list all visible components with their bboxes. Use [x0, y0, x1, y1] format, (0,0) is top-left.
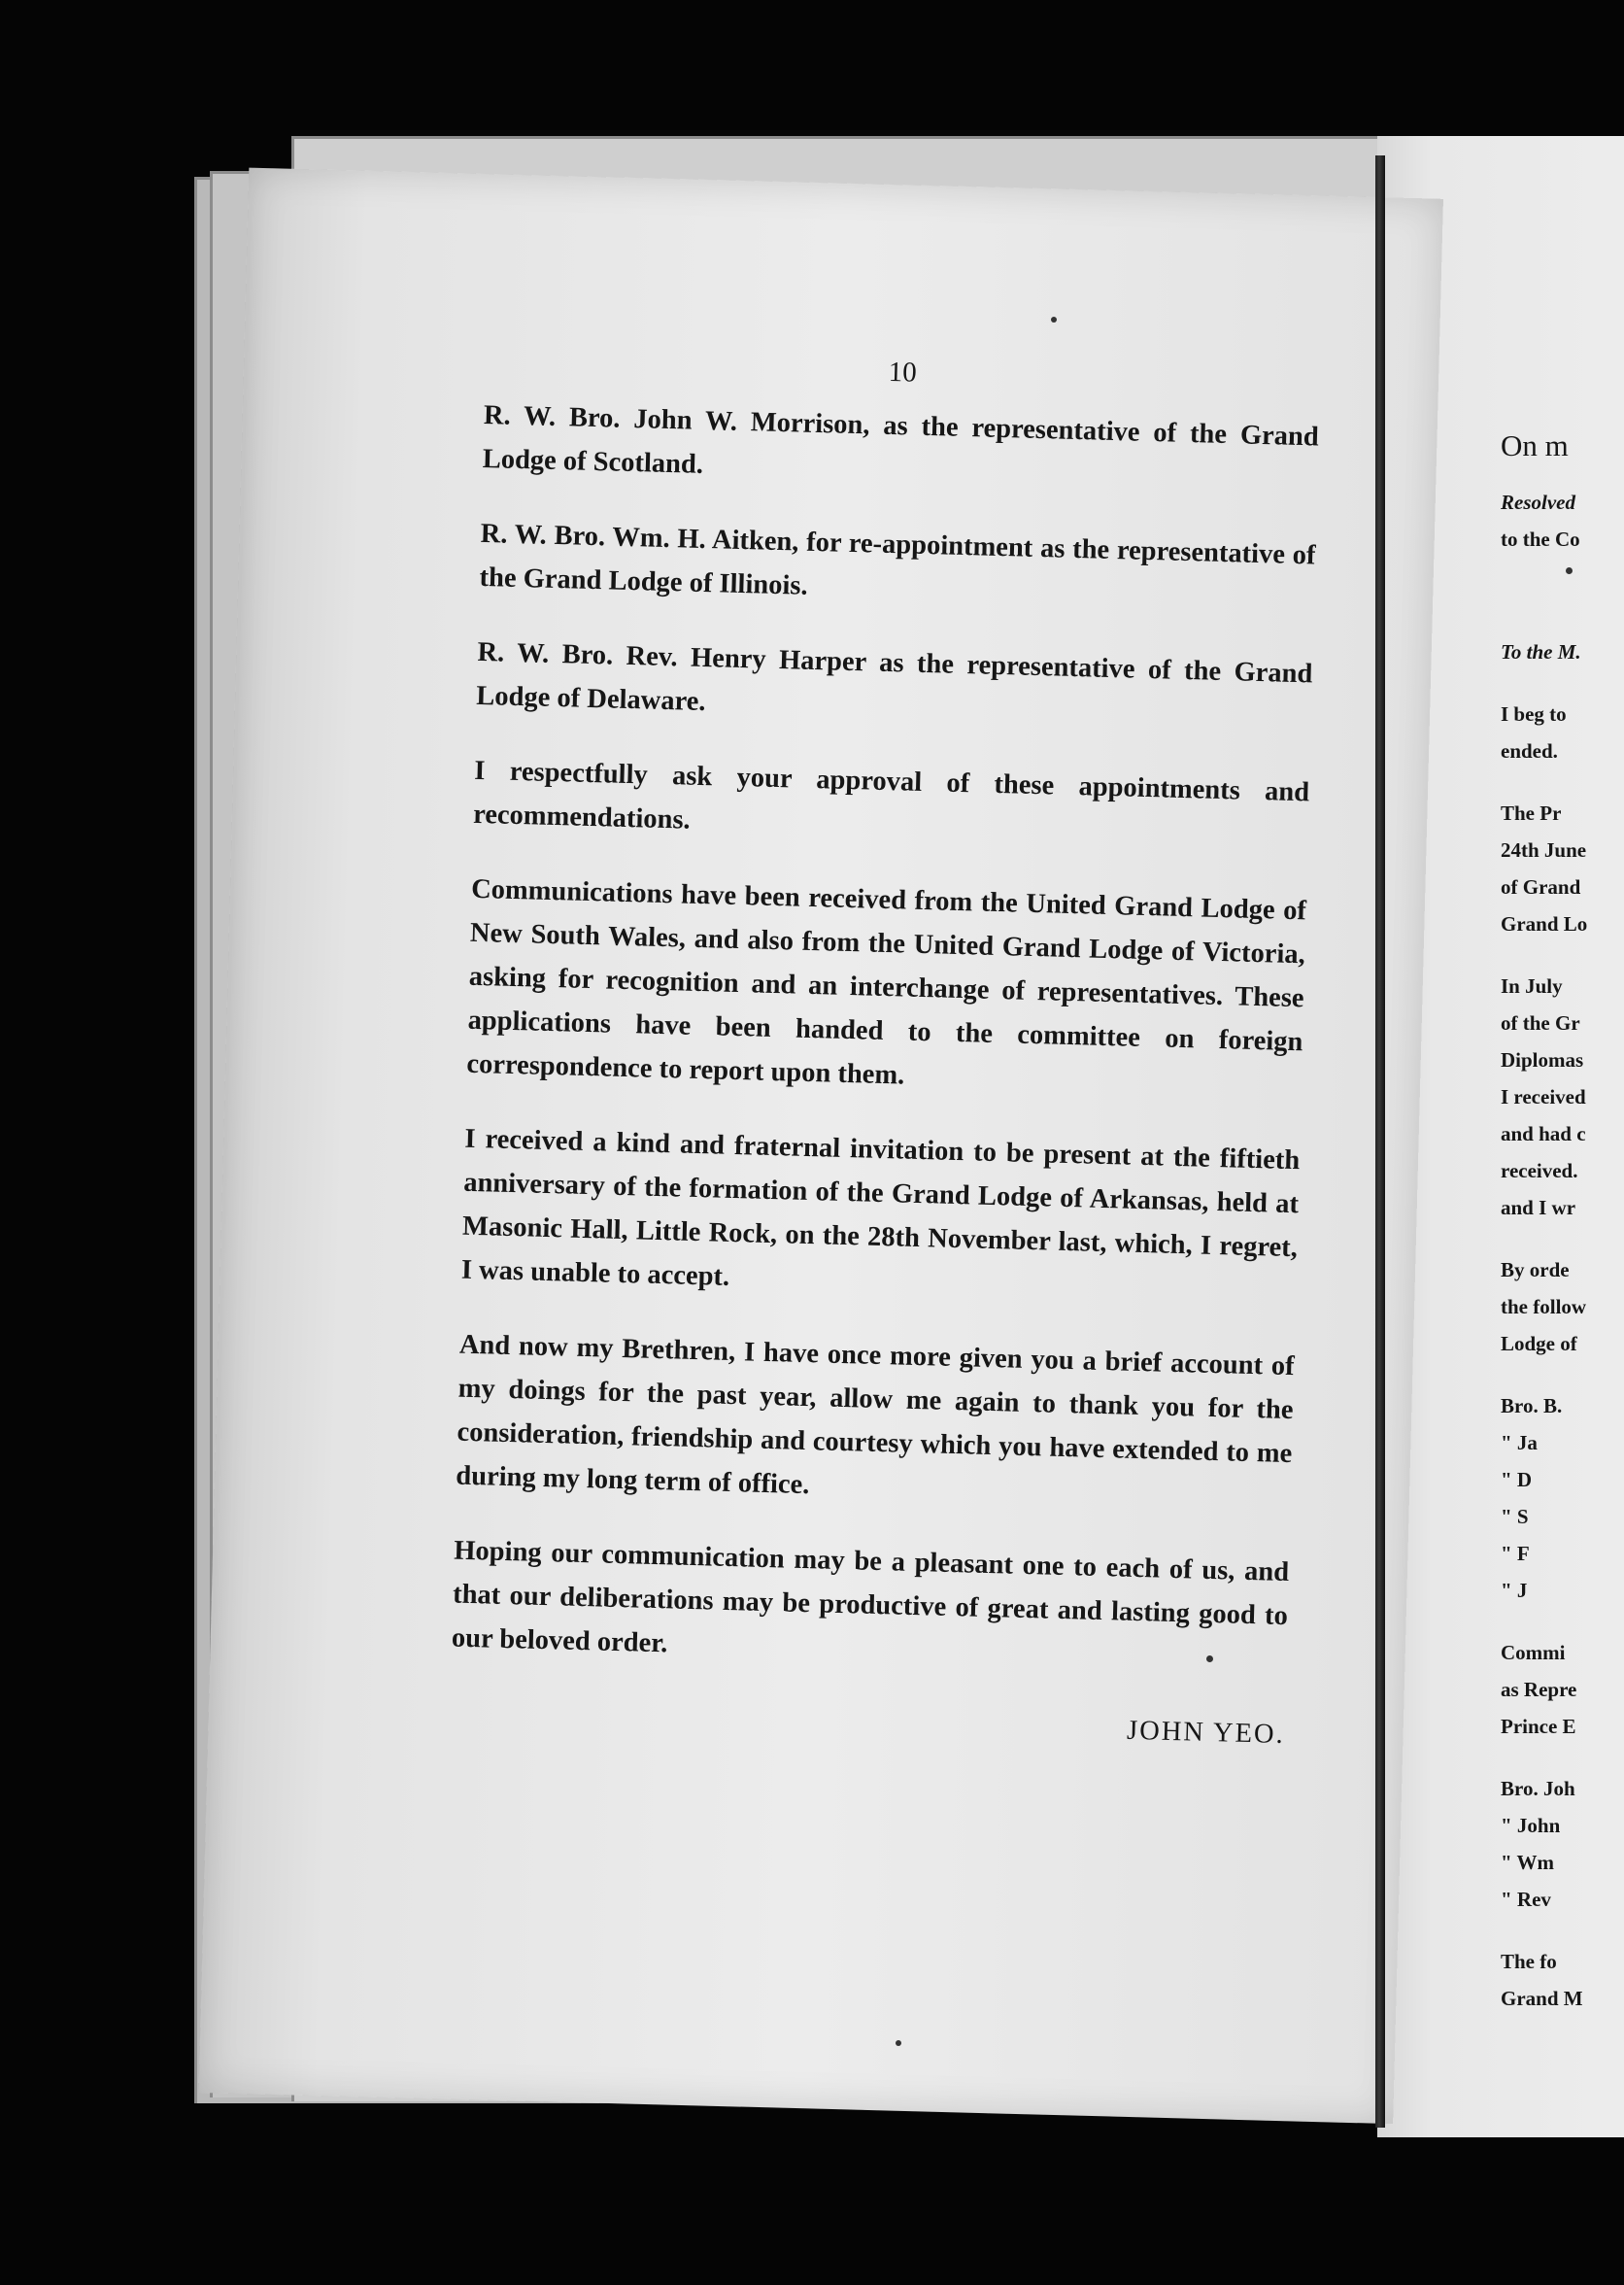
right-fragment: as Repre [1501, 1678, 1577, 1701]
signature: JOHN YEO. [1126, 1715, 1286, 1751]
right-fragment: Bro. B. [1501, 1394, 1563, 1417]
right-fragment: " S [1501, 1505, 1529, 1528]
right-fragment: Grand Lo [1501, 912, 1588, 936]
right-fragment: The fo [1501, 1950, 1557, 1973]
right-fragment: of the Gr [1501, 1011, 1580, 1035]
ink-speck [1051, 317, 1057, 323]
right-fragment: " Wm [1501, 1851, 1555, 1874]
right-fragment: of Grand [1501, 875, 1581, 899]
right-fragment: Resolved [1501, 491, 1575, 514]
right-fragment: I received [1501, 1085, 1586, 1108]
right-page-text [1501, 427, 1624, 2017]
right-fragment: the follow [1501, 1295, 1587, 1318]
right-fragment: " Ja [1501, 1431, 1538, 1454]
right-fragment: 24th June [1501, 838, 1587, 862]
right-fragment: and I wr [1501, 1196, 1576, 1219]
paragraph-hoping: Hoping our communication may be a pleasant one to each of us, and that our deliberations may be productive of great and lasting good to our beloved order. [451, 1535, 1290, 1659]
right-fragment: " D [1501, 1468, 1533, 1491]
ink-speck [1206, 1655, 1213, 1662]
paragraph-morrison: R. W. Bro. John W. Morrison, as the representative of the Grand Lodge of Scotland. [482, 399, 1320, 480]
right-fragment: Commi [1501, 1641, 1566, 1664]
right-fragment: To the M. [1501, 640, 1581, 664]
page-number: 10 [888, 356, 918, 389]
right-fragment: The Pr [1501, 801, 1562, 825]
paragraph-invitation: I received a kind and fraternal invitation to be present at the fiftieth anniversary of the formation of the Grand Lodge of Arkansas, held at Masonic Hall, Little Rock, on the 28th November last, which, I regret, I was unable to accept. [460, 1123, 1301, 1292]
right-fragment: Bro. Joh [1501, 1777, 1575, 1800]
paragraph-communications: Communications have been received from the United Grand Lodge of New South Wales, and also from the United Grand Lodge of Victoria, asking for recognition and an interchange of representatives. These applications have been handed to the committee on foreign correspondence to report upon them. [466, 873, 1307, 1091]
right-fragment: Lodge of [1501, 1332, 1577, 1355]
right-fragment: ended. [1501, 739, 1558, 763]
right-fragment: I beg to [1501, 702, 1567, 726]
ink-speck [896, 2040, 901, 2046]
right-fragment: to the Co [1501, 528, 1580, 551]
ink-speck [1566, 567, 1573, 574]
paragraph-approval: I respectfully ask your approval of these appointments and recommendations. [472, 755, 1310, 836]
right-fragment: and had c [1501, 1122, 1586, 1145]
book-gutter [1375, 155, 1385, 2128]
right-fragment: Prince E [1501, 1715, 1576, 1738]
right-fragment: In July [1501, 974, 1563, 998]
right-fragment: " John [1501, 1814, 1561, 1837]
right-fragment: Grand M [1501, 1987, 1583, 2010]
right-fragment: Diplomas [1501, 1048, 1584, 1072]
paragraph-aitken: R. W. Bro. Wm. H. Aitken, for re-appointment as the representative of the Grand Lodge of Illinois. [479, 518, 1316, 601]
paragraph-closing: And now my Brethren, I have once more given you a brief account of my doings for the past year, allow me again to thank you for the consideration, friendship and courtesy which you have extended to me during my long term of office. [455, 1329, 1296, 1501]
right-fragment: received. [1501, 1159, 1578, 1182]
right-fragment: By orde [1501, 1258, 1570, 1281]
page-text-block [446, 340, 1321, 1877]
right-fragment: " J [1501, 1579, 1528, 1602]
right-fragment: " F [1501, 1542, 1530, 1565]
right-fragment: On m [1501, 428, 1569, 462]
right-fragment: " Rev [1501, 1888, 1551, 1911]
paragraph-harper: R. W. Bro. Rev. Henry Harper as the representative of the Grand Lodge of Delaware. [476, 636, 1313, 718]
